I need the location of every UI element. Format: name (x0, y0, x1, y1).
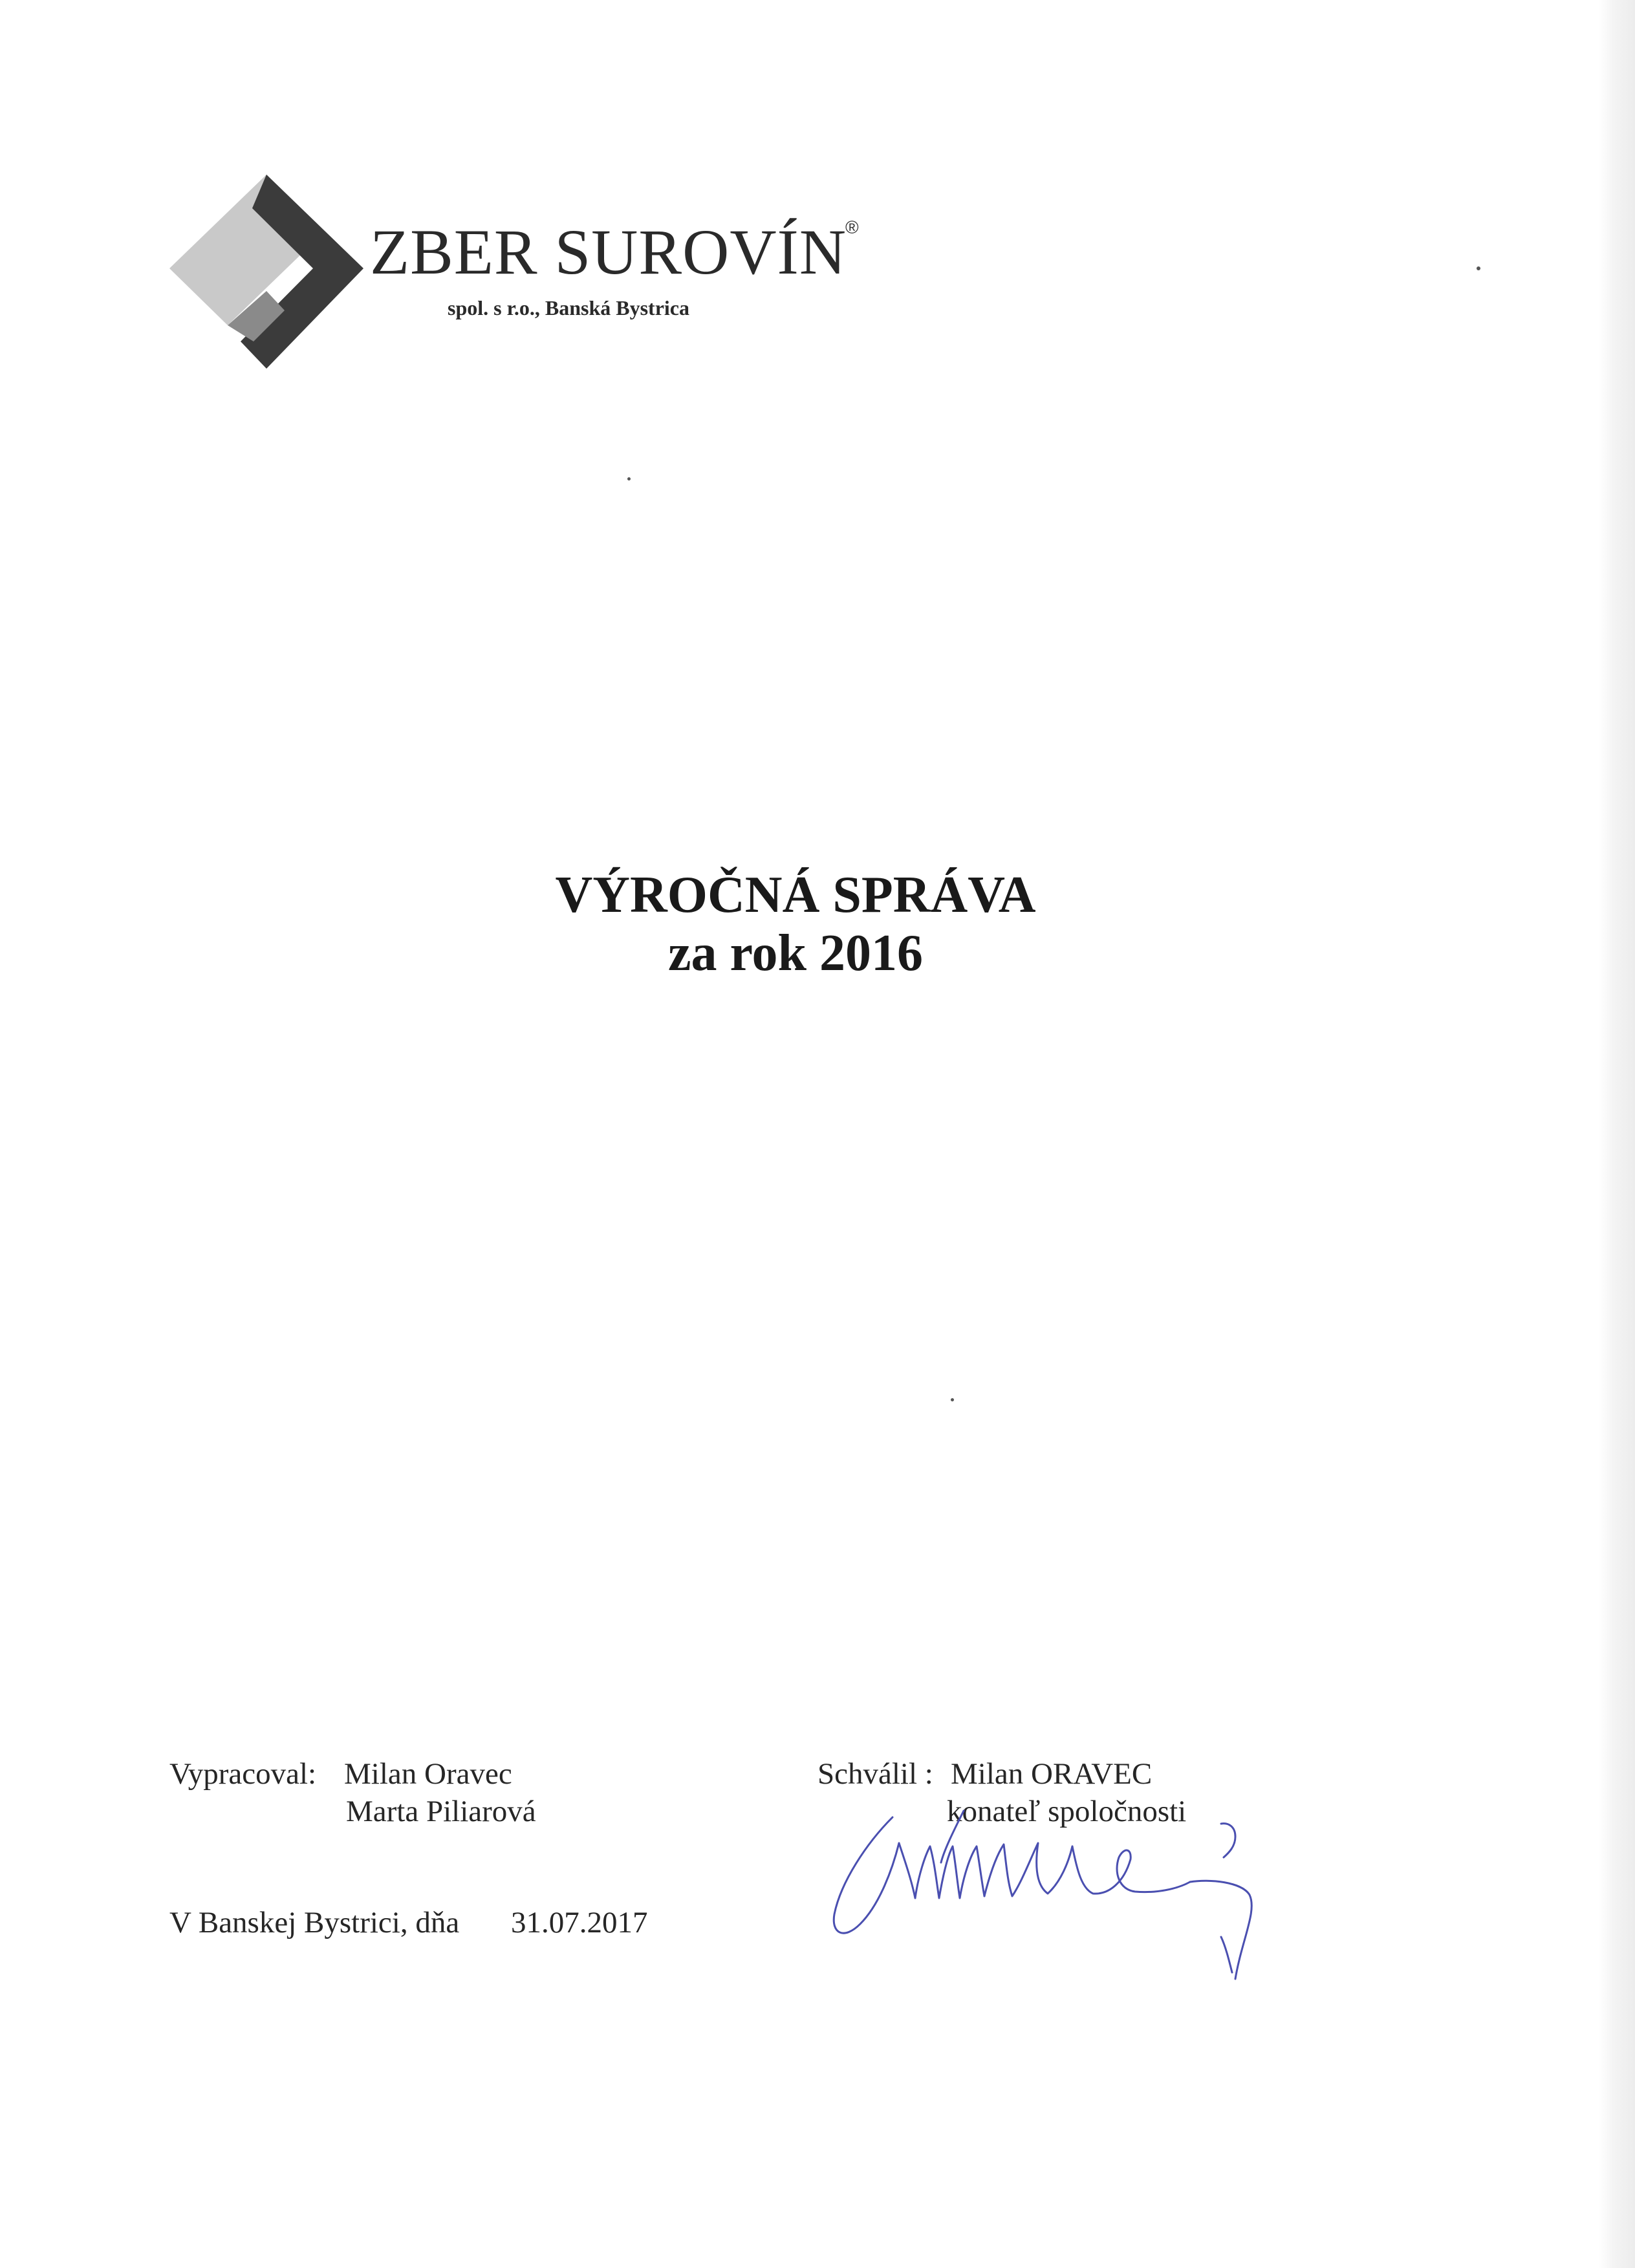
prepared-name-2: Marta Piliarová (346, 1795, 536, 1828)
logo-subtitle: spol. s r.o., Banská Bystrica (448, 296, 689, 319)
prepared-label: Vypracoval: (169, 1757, 317, 1791)
scan-speck (1477, 266, 1480, 270)
document-title (0, 867, 1591, 982)
logo-company-name: ZBER SUROVÍN (370, 216, 847, 288)
approved-role: konateľ spoločnosti (947, 1795, 1187, 1828)
approved-name: Milan ORAVEC (951, 1757, 1153, 1791)
place-date-text: V Banskej Bystrici, dňa (169, 1906, 460, 1939)
approved-label: Schválil : (817, 1757, 933, 1791)
prepared-name-1: Milan Oravec (344, 1757, 512, 1791)
scan-speck (627, 477, 631, 481)
place-date-value: 31.07.2017 (511, 1906, 648, 1939)
title-line-2: za rok 2016 (667, 924, 924, 982)
logo-diamond-icon (169, 175, 370, 382)
scan-page-edge (1599, 0, 1635, 2268)
title-line-1: VÝROČNÁ SPRÁVA (555, 867, 1036, 923)
handwritten-signature (815, 1785, 1332, 2057)
company-logo (169, 175, 881, 382)
scan-speck (951, 1398, 954, 1401)
logo-registered-mark: ® (845, 217, 859, 237)
